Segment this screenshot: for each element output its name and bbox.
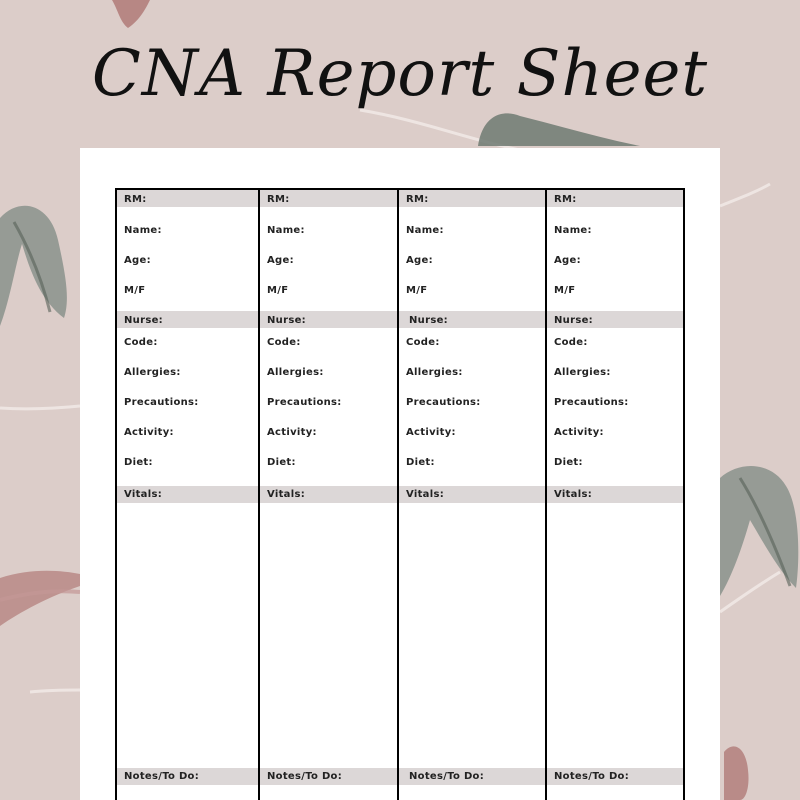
rm-field[interactable]: RM: (124, 194, 147, 205)
age-field[interactable]: Age: (124, 255, 151, 266)
vitals-field[interactable]: Vitals: (554, 489, 592, 500)
name-field[interactable]: Name: (406, 225, 444, 236)
gray-leaf-left (0, 206, 67, 326)
code-field[interactable]: Code: (124, 337, 158, 348)
nurse-field[interactable]: Nurse: (124, 315, 163, 326)
nurse-field[interactable]: Nurse: (554, 315, 593, 326)
precautions-field[interactable]: Precautions: (267, 397, 342, 408)
pink-brush-stroke-bottom (724, 746, 749, 800)
gender-field[interactable]: M/F (554, 285, 576, 296)
notes-field[interactable]: Notes/To Do: (409, 771, 485, 782)
age-field[interactable]: Age: (406, 255, 433, 266)
activity-field[interactable]: Activity: (124, 427, 174, 438)
vitals-field[interactable]: Vitals: (406, 489, 444, 500)
allergies-field[interactable]: Allergies: (406, 367, 463, 378)
code-field[interactable]: Code: (554, 337, 588, 348)
patient-column-4 (547, 190, 685, 800)
diet-field[interactable]: Diet: (406, 457, 435, 468)
diet-field[interactable]: Diet: (554, 457, 583, 468)
activity-field[interactable]: Activity: (406, 427, 456, 438)
allergies-field[interactable]: Allergies: (267, 367, 324, 378)
precautions-field[interactable]: Precautions: (406, 397, 481, 408)
nurse-field[interactable]: Nurse: (267, 315, 306, 326)
vitals-field[interactable]: Vitals: (267, 489, 305, 500)
white-line-left (0, 406, 80, 409)
patient-column-1 (117, 190, 260, 800)
precautions-field[interactable]: Precautions: (554, 397, 629, 408)
activity-field[interactable]: Activity: (267, 427, 317, 438)
gender-field[interactable]: M/F (267, 285, 289, 296)
page-title: CNA Report Sheet (91, 37, 709, 111)
white-line-right (720, 184, 770, 206)
name-field[interactable]: Name: (267, 225, 305, 236)
allergies-field[interactable]: Allergies: (124, 367, 181, 378)
notes-field[interactable]: Notes/To Do: (267, 771, 343, 782)
vitals-field[interactable]: Vitals: (124, 489, 162, 500)
allergies-field[interactable]: Allergies: (554, 367, 611, 378)
name-field[interactable]: Name: (124, 225, 162, 236)
rm-field[interactable]: RM: (554, 194, 577, 205)
code-field[interactable]: Code: (406, 337, 440, 348)
age-field[interactable]: Age: (267, 255, 294, 266)
notes-field[interactable]: Notes/To Do: (124, 771, 200, 782)
name-field[interactable]: Name: (554, 225, 592, 236)
diet-field[interactable]: Diet: (267, 457, 296, 468)
gender-field[interactable]: M/F (406, 285, 428, 296)
age-field[interactable]: Age: (554, 255, 581, 266)
patient-column-2 (260, 190, 399, 800)
code-field[interactable]: Code: (267, 337, 301, 348)
nurse-field[interactable]: Nurse: (409, 315, 448, 326)
activity-field[interactable]: Activity: (554, 427, 604, 438)
gender-field[interactable]: M/F (124, 285, 146, 296)
notes-field[interactable]: Notes/To Do: (554, 771, 630, 782)
patient-column-3 (399, 190, 547, 800)
rm-field[interactable]: RM: (267, 194, 290, 205)
pink-brush-stroke-top (112, 0, 150, 28)
diet-field[interactable]: Diet: (124, 457, 153, 468)
white-line-left-bottom (30, 690, 80, 692)
rm-field[interactable]: RM: (406, 194, 429, 205)
precautions-field[interactable]: Precautions: (124, 397, 199, 408)
report-grid (115, 188, 685, 800)
report-sheet (80, 148, 720, 800)
